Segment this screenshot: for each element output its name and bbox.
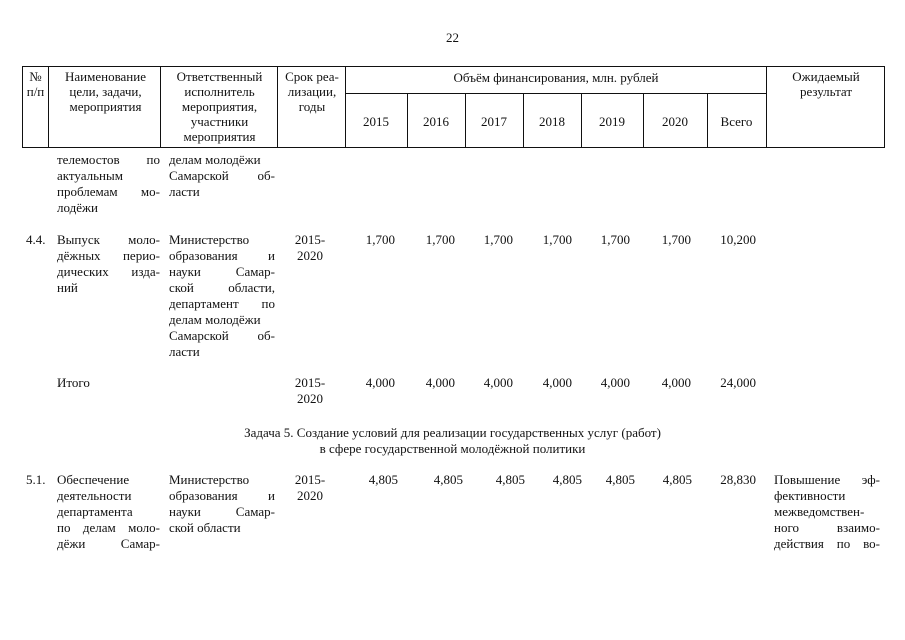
row-responsible: делам молодёжи Самарской об- ласти	[169, 152, 275, 199]
value-2016: 1,700	[425, 232, 455, 247]
row-responsible: Министерство образования и науки Самар- ской области	[169, 472, 275, 535]
row-name: Выпуск моло- дёжных перио- дических изда- ний	[57, 232, 160, 295]
row-number: 4.4.	[26, 232, 46, 247]
header-year-2018: 2018	[539, 114, 565, 129]
header-term: Срок реа-лизации, годы	[285, 69, 339, 114]
col-divider	[277, 67, 278, 147]
header-financing: Объём финансирования, млн. рублей	[453, 70, 659, 85]
row-name: телемостов по актуальным проблемам мо- лодёжи	[57, 152, 160, 215]
header-year-2020: 2020	[662, 114, 688, 129]
header-year-2015: 2015	[363, 114, 389, 129]
row-term: 2015- 2020	[294, 375, 326, 406]
header-total: Всего	[720, 114, 753, 129]
row-term: 2015- 2020	[294, 232, 326, 263]
value-2015: 4,000	[365, 375, 395, 390]
header-result: Ожидаемый результат	[792, 69, 860, 99]
value-2019: 1,700	[600, 232, 630, 247]
value-total: 28,830	[720, 472, 756, 487]
header-responsible: Ответственный исполнитель мероприятия, участники мероприятия	[176, 69, 263, 144]
value-2015: 1,700	[365, 232, 395, 247]
value-2016: 4,000	[425, 375, 455, 390]
value-2020: 4,000	[661, 375, 691, 390]
col-divider	[160, 67, 161, 147]
header-num: № п/п	[26, 69, 45, 99]
page-number: 22	[446, 30, 459, 45]
value-2019: 4,000	[600, 375, 630, 390]
col-divider	[48, 67, 49, 147]
value-2020: 1,700	[661, 232, 691, 247]
value-2016: 4,805	[433, 472, 463, 487]
value-2017: 4,805	[495, 472, 525, 487]
value-2020: 4,805	[662, 472, 692, 487]
header-name: Наименование цели, задачи, мероприятия	[65, 69, 146, 114]
value-2018: 4,000	[542, 375, 572, 390]
value-2017: 1,700	[483, 232, 513, 247]
col-divider	[766, 67, 767, 147]
value-2015: 4,805	[368, 472, 398, 487]
value-2017: 4,000	[483, 375, 513, 390]
total-label: Итого	[57, 375, 90, 390]
row-number: 5.1.	[26, 472, 46, 487]
table-header	[22, 66, 885, 148]
header-year-2016: 2016	[423, 114, 449, 129]
col-divider	[345, 67, 346, 147]
value-2018: 1,700	[542, 232, 572, 247]
row-responsible: Министерство образования и науки Самар- ской области, департамент по делам молодёжи Самарской об- ласти	[169, 232, 275, 359]
task-heading: Задача 5. Создание условий для реализации государственных услуг (работ) в сфере государственной молодёжной политики	[244, 425, 661, 456]
header-year-2019: 2019	[599, 114, 625, 129]
row-name: Обеспечение деятельности департамента по делам моло- дёжи Самар-	[57, 472, 160, 551]
value-2018: 4,805	[552, 472, 582, 487]
value-total: 10,200	[720, 232, 756, 247]
fin-header-divider	[345, 93, 766, 94]
row-term: 2015- 2020	[294, 472, 326, 503]
value-2019: 4,805	[605, 472, 635, 487]
row-result: Повышение эф- фективности межведомствен- ного взаимо- действия по во-	[774, 472, 880, 551]
value-total: 24,000	[720, 375, 756, 390]
header-year-2017: 2017	[481, 114, 507, 129]
